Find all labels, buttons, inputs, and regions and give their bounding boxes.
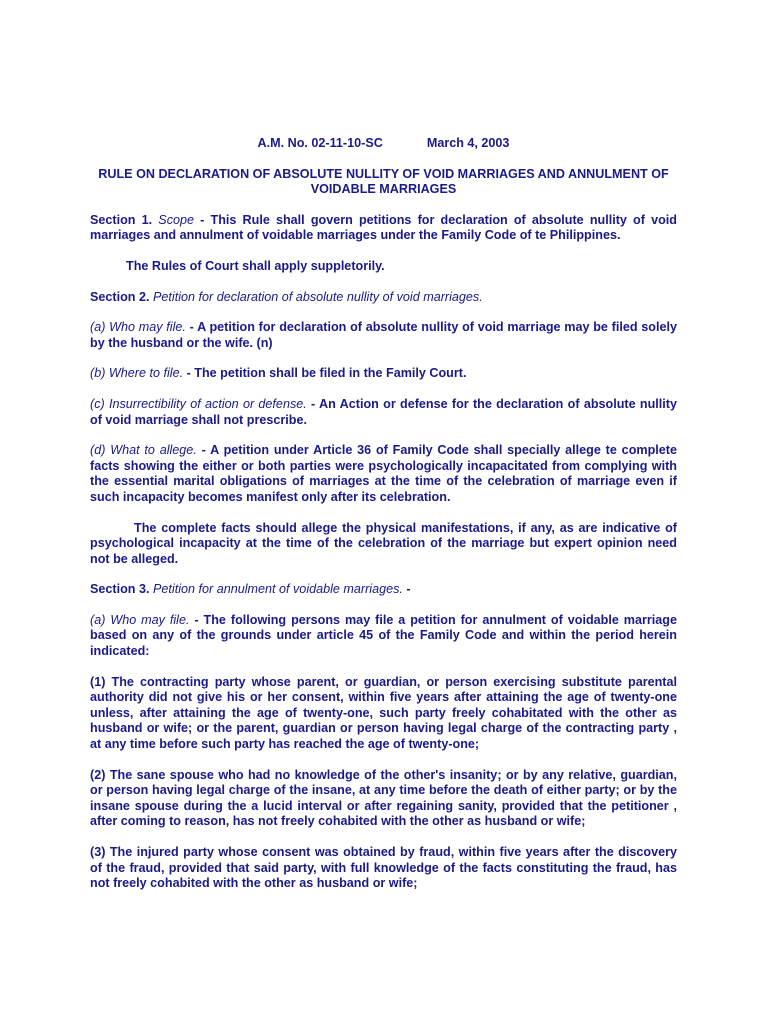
list-item: (2) The sane spouse who had no knowledge of the other's insanity; or by any relative, guardian, or person having legal charge of the insane, at any time before the death of either party; or by the insane spouse during the a lucid interval or after regaining sanity, provided that the petitioner , after coming to reason, has not freely cohabited with the other as husband or wife; bbox=[90, 767, 677, 829]
document-header bbox=[90, 136, 677, 152]
section-3-a-text: - The following persons may file a petition for annulment of voidable marriage based on any of the grounds under article 45 of the Family Code and within the period herein indicated: bbox=[90, 612, 677, 659]
section-2-d bbox=[90, 443, 677, 505]
case-number: A.M. No. 02-11-10-SC bbox=[257, 136, 383, 150]
section-2-a bbox=[90, 320, 677, 351]
list-item: (3) The injured party whose consent was obtained by fraud, within five years after the discovery of the fraud, provided that said party, with full knowledge of the facts constituting the fraud, has not freely cohabited with the other as husband or wife; bbox=[90, 845, 677, 891]
section-3-suffix: - bbox=[402, 582, 411, 597]
section-1-text: - This Rule shall govern petitions for declaration of absolute nullity of void marriages and annulment of voidable marriages under the Family Code of te Philippines. bbox=[90, 212, 677, 243]
section-2-d-heading: (d) What to allege. bbox=[90, 443, 197, 458]
section-2-c-heading: (c) Insurrectibility of action or defense. bbox=[90, 396, 307, 411]
document-page bbox=[90, 136, 677, 892]
section-1-prefix: Section 1. bbox=[90, 212, 159, 227]
section-3 bbox=[90, 582, 677, 598]
section-2-heading: Petition for declaration of absolute nullity of void marriages. bbox=[153, 289, 483, 304]
document-title: RULE ON DECLARATION OF ABSOLUTE NULLITY OF VOID MARRIAGES AND ANNULMENT OF VOIDABLE MARRIAGES bbox=[98, 166, 669, 197]
list-item: (1) The contracting party whose parent, or guardian, or person exercising substitute parental authority did not give his or her consent, within five years after attaining the age of twenty-one unless, after attaining the age of twenty-one, such party freely cohabitated with the other as husband or wife; or the parent, guardian or person having legal charge of the contracting party , at any time before such party has reached the age of twenty-one; bbox=[90, 674, 677, 752]
section-2-c-text: - An Action or defense for the declaration of absolute nullity of void marriage shall not prescribe. bbox=[90, 396, 677, 427]
section-2 bbox=[90, 290, 677, 306]
section-2-c bbox=[90, 397, 677, 428]
section-3-heading: Petition for annulment of voidable marriages. bbox=[153, 582, 403, 597]
section-3-a-heading: (a) Who may file. bbox=[90, 612, 190, 627]
section-3-prefix: Section 3. bbox=[90, 582, 153, 597]
section-2-a-heading: (a) Who may file. bbox=[90, 320, 186, 335]
section-3-a bbox=[90, 613, 677, 660]
section-2-prefix: Section 2. bbox=[90, 289, 153, 304]
section-1-heading: Scope bbox=[158, 212, 195, 227]
section-2-b-text: - The petition shall be filed in the Family Court. bbox=[183, 366, 467, 381]
complete-facts-paragraph: The complete facts should allege the physical manifestations, if any, as are indicative of psychological incapacity at the time of the celebration of the marriage but expert opinion need not be alleged. bbox=[90, 520, 677, 566]
section-1 bbox=[90, 213, 677, 244]
section-2-a-text: - A petition for declaration of absolute nullity of void marriage may be filed solely by the husband or the wife. (n) bbox=[90, 320, 677, 350]
section-2-d-text: - A petition under Article 36 of Family Code shall specially allege te complete facts showing the either or both parties were psychologically incapacitated from complying with the essential marital obligations of marriages at the time of the celebration of marriage even if such incapacity becomes manifest only after its celebration. bbox=[90, 443, 677, 504]
section-2-b-heading: (b) Where to file. bbox=[90, 366, 184, 381]
section-2-b bbox=[90, 366, 677, 382]
suppletory-paragraph: The Rules of Court shall apply suppletorily. bbox=[126, 258, 385, 273]
case-date: March 4, 2003 bbox=[426, 136, 510, 150]
